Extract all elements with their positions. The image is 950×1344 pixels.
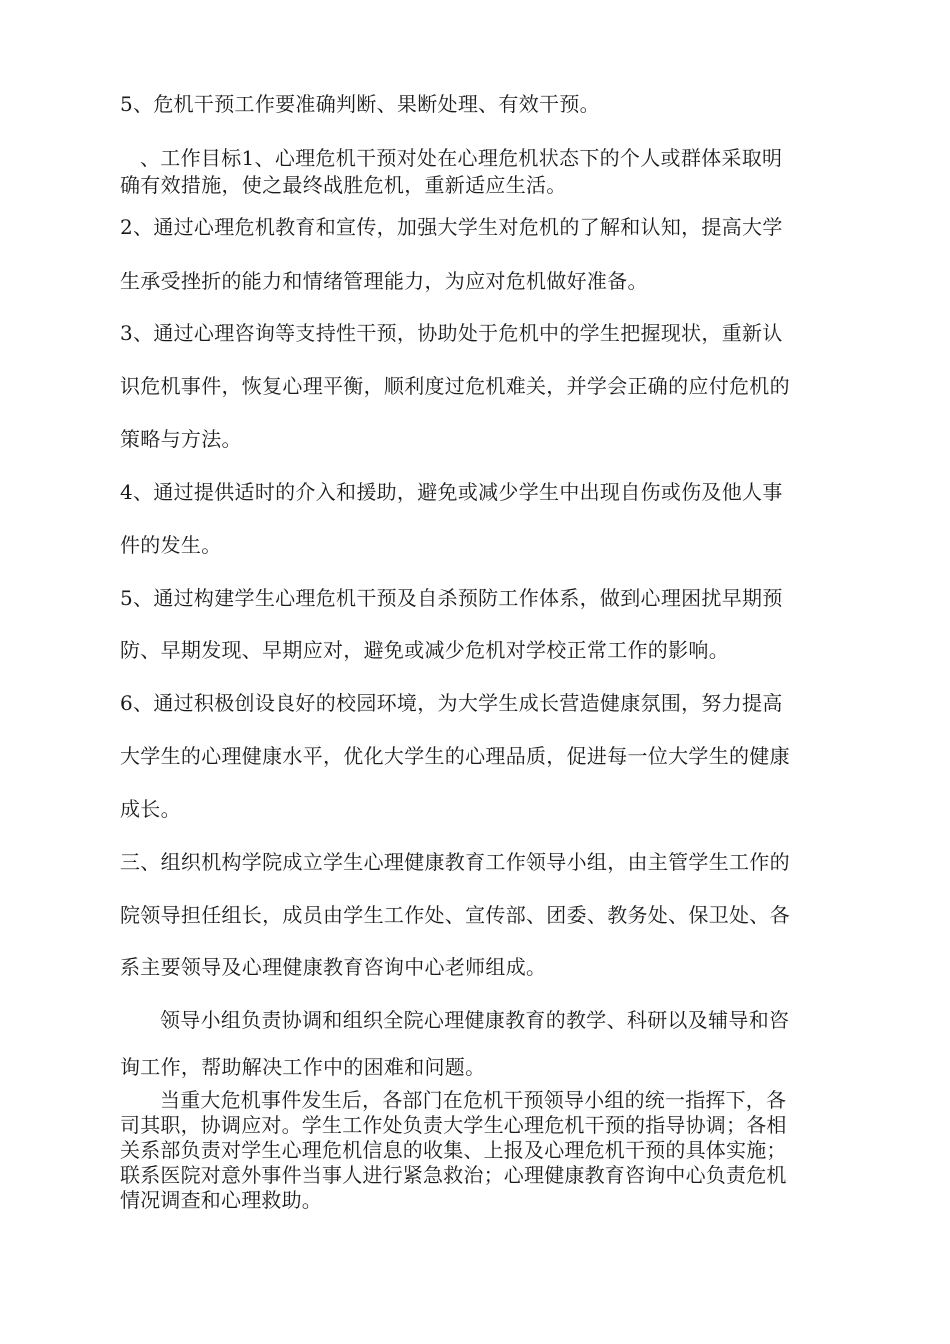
text-line-2: 、工作目标1、心理危机干预对处在心理危机状态下的个人或群体采取明 [140,146,783,170]
text-line-15: 成长。 [120,797,181,821]
text-line-13: 6、通过积极创设良好的校园环境，为大学生成长营造健康氛围，努力提高 [120,691,783,715]
text-line-18: 系主要领导及心理健康教育咨询中心老师组成。 [120,955,547,979]
text-line-9: 4、通过提供适时的介入和援助，避免或减少学生中出现自伤或伤及他人事 [120,480,783,504]
text-line-7: 识危机事件，恢复心理平衡，顺利度过危机难关，并学会正确的应付危机的 [120,374,790,398]
text-line-10: 件的发生。 [120,533,222,557]
text-line-17: 院领导担任组长，成员由学生工作处、宣传部、团委、教务处、保卫处、各 [120,903,790,927]
text-line-5: 生承受挫折的能力和情绪管理能力，为应对危机做好准备。 [120,269,648,293]
text-line-3: 确有效措施，使之最终战胜危机，重新适应生活。 [120,173,567,197]
text-line-8: 策略与方法。 [120,427,242,451]
text-line-6: 3、通过心理咨询等支持性干预，协助处于危机中的学生把握现状，重新认 [120,321,783,345]
text-line-1: 5、危机干预工作要准确判断、果断处理、有效干预。 [120,92,600,116]
text-line-24: 联系医院对意外事件当事人进行紧急救治；心理健康教育咨询中心负责危机 [120,1163,787,1187]
text-line-12: 防、早期发现、早期应对，避免或减少危机对学校正常工作的影响。 [120,638,729,662]
text-line-20: 询工作，帮助解决工作中的困难和问题。 [120,1055,486,1079]
text-line-23: 关系部负责对学生心理危机信息的收集、上报及心理危机干预的具体实施； [120,1138,787,1162]
text-line-16: 三、组织机构学院成立学生心理健康教育工作领导小组，由主管学生工作的 [120,850,790,874]
text-line-11: 5、通过构建学生心理危机干预及自杀预防工作体系，做到心理困扰早期预 [120,586,783,610]
text-line-22: 司其职，协调应对。学生工作处负责大学生心理危机干预的指导协调；各相 [120,1113,787,1137]
text-line-19: 领导小组负责协调和组织全院心理健康教育的教学、科研以及辅导和咨 [160,1008,790,1032]
text-line-14: 大学生的心理健康水平，优化大学生的心理品质，促进每一位大学生的健康 [120,744,790,768]
text-line-21: 当重大危机事件发生后，各部门在危机干预领导小组的统一指挥下，各 [160,1088,787,1112]
text-line-4: 2、通过心理危机教育和宣传，加强大学生对危机的了解和认知，提高大学 [120,215,783,239]
text-line-25: 情况调查和心理救助。 [120,1188,322,1212]
